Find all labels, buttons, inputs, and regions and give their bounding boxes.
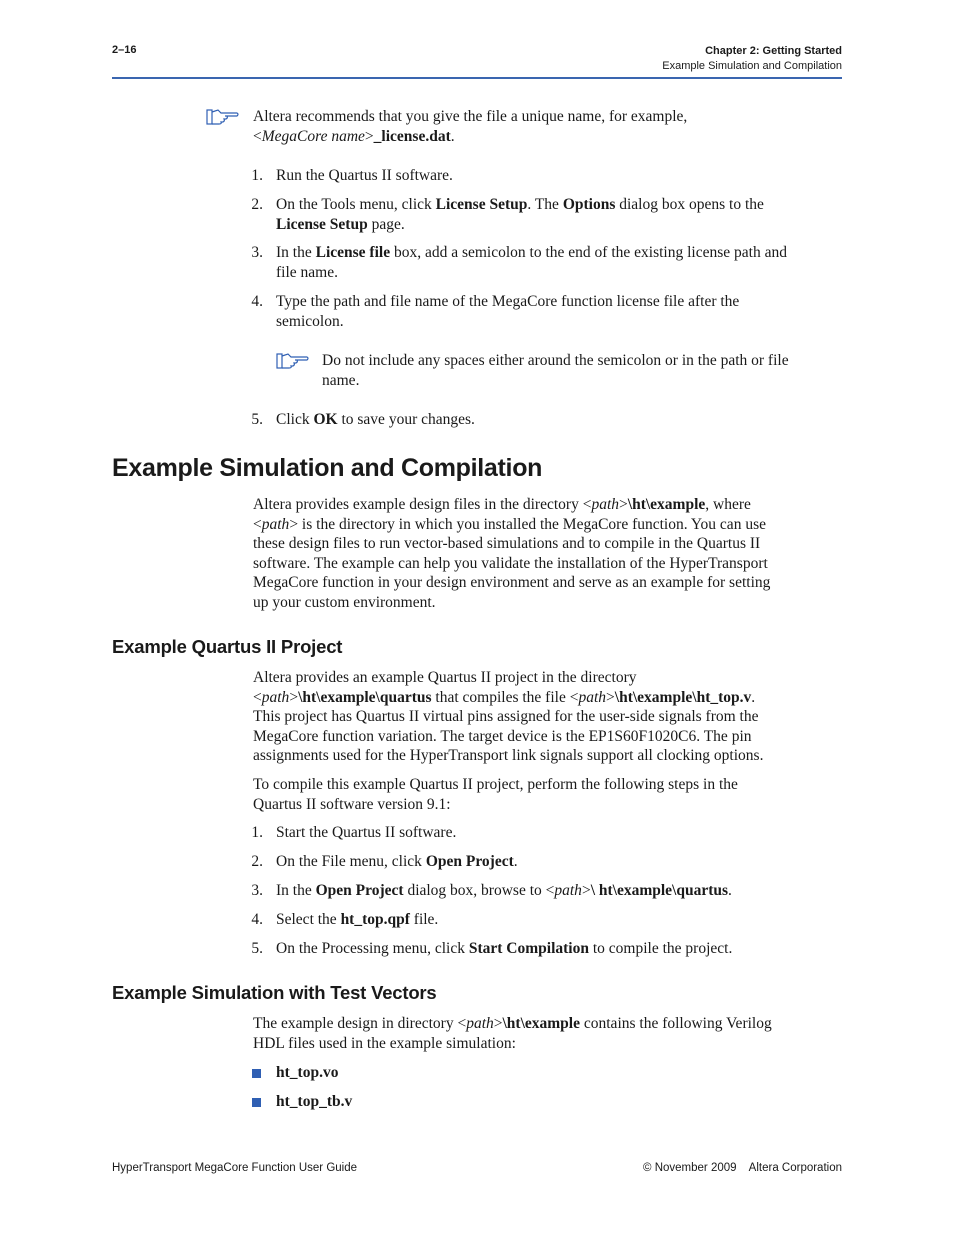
ui-label: License Setup (276, 215, 368, 233)
ui-label: License Setup (435, 196, 528, 213)
list-item (276, 195, 764, 234)
step-number: 2. (251, 853, 263, 870)
text: To compile this example Quartus II project, perform the following steps in the (253, 776, 738, 793)
bullet-square-icon (252, 1098, 261, 1107)
step-number: 1. (251, 167, 263, 184)
path-text: \ht\example (502, 1015, 580, 1032)
text: to compile the project. (588, 940, 733, 957)
path-text: \ht\example (627, 496, 706, 513)
text: Altera provides example design files in the directory < (253, 496, 592, 513)
placeholder-text: path (261, 688, 290, 706)
bullet-square-icon (252, 1069, 261, 1078)
section-heading: Example Simulation and Compilation (112, 454, 543, 482)
text: , where (705, 496, 751, 513)
placeholder-text: path (554, 882, 582, 899)
note-line (253, 127, 687, 147)
text: On the File menu, click (276, 853, 426, 870)
text: dialog box, browse to < (403, 882, 555, 899)
text: assignments used for the HyperTransport link signals support all clocking options. (253, 747, 764, 765)
note-line: name. (322, 371, 360, 389)
list-item (276, 292, 739, 331)
text: > (619, 496, 628, 513)
text: file. (409, 911, 439, 928)
text: contains the following Verilog (580, 1015, 772, 1032)
text: . The (527, 196, 563, 213)
intro-paragraph (253, 495, 770, 613)
ui-label: Start Compilation (468, 940, 589, 957)
test-vectors-paragraph (253, 1014, 772, 1053)
step-number: 4. (251, 293, 263, 310)
text: . (751, 688, 756, 706)
text: up your custom environment. (253, 593, 436, 611)
text: This project has Quartus II virtual pins assigned for the user-side signals from the (253, 708, 759, 726)
text: dialog box opens to the (615, 196, 764, 213)
text: MegaCore function variation. The target device is the EP1S60F1020C6. The pin (253, 727, 752, 745)
list-item (276, 243, 787, 282)
text: On the Processing menu, click (276, 940, 469, 957)
text: Select the (276, 911, 341, 928)
text: < (253, 688, 262, 706)
running-header (662, 44, 842, 74)
placeholder-text: path (466, 1015, 494, 1032)
path-text: \ ht\example\quartus (590, 882, 729, 899)
text: . (728, 882, 732, 899)
text: > (581, 882, 591, 899)
text: In the (276, 244, 316, 261)
note-line: Altera recommends that you give the file a unique name, for example, (253, 108, 688, 125)
text: HDL files used in the example simulation: (253, 1034, 516, 1052)
list-item: Start the Quartus II software. (276, 824, 457, 841)
pointing-hand-icon (206, 108, 240, 126)
step-number: 4. (251, 911, 263, 928)
header-section-title: Example Simulation and Compilation (662, 60, 842, 72)
text: semicolon. (276, 312, 344, 330)
step-number: 2. (251, 196, 263, 213)
filename: ht_top.qpf (340, 911, 410, 928)
ui-label: Open Project (425, 853, 514, 870)
text: > (289, 688, 299, 706)
text: . (450, 127, 455, 145)
text: < (253, 127, 262, 145)
text: > (364, 127, 374, 145)
ui-label: Options (562, 196, 616, 213)
page-number: 2–16 (112, 44, 137, 56)
list-item: ht_top_tb.v (276, 1093, 353, 1110)
text: Type the path and file name of the MegaCore function license file after the (276, 293, 740, 310)
placeholder-text: path (261, 515, 290, 533)
text: that compiles the file < (431, 688, 579, 706)
note-no-spaces (322, 351, 789, 390)
text: to save your changes. (337, 411, 475, 428)
footer-copyright: © November 2009 Altera Corporation (643, 1162, 842, 1174)
text: > (606, 688, 615, 706)
text: Quartus II software version 9.1: (253, 795, 451, 813)
filename: _license.dat (373, 127, 451, 145)
step-number: 3. (251, 244, 263, 261)
list-item (276, 881, 732, 901)
text: MegaCore function in your design environment and serve as an example for setting (253, 574, 771, 592)
text: file name. (276, 263, 338, 281)
text: Click (276, 411, 314, 428)
text: In the (276, 882, 316, 899)
list-item: Run the Quartus II software. (276, 167, 453, 184)
subsection-heading: Example Quartus II Project (112, 636, 343, 657)
step-number: 5. (251, 411, 263, 428)
placeholder-text: MegaCore name (261, 127, 365, 145)
step-number: 1. (251, 824, 263, 841)
placeholder-text: path (591, 496, 620, 513)
text: On the Tools menu, click (276, 196, 436, 213)
list-item (276, 410, 475, 430)
subsection-heading: Example Simulation with Test Vectors (112, 982, 437, 1003)
footer-doc-title: HyperTransport MegaCore Function User Guide (112, 1162, 358, 1174)
text: > (493, 1015, 503, 1032)
path-text: \ht\example\quartus (298, 688, 432, 706)
note-recommend-name (253, 107, 687, 146)
step-number: 3. (251, 882, 263, 899)
text: > is the directory in which you installed the MegaCore function. You can use (289, 515, 766, 533)
chapter-title: Chapter 2: Getting Started (705, 45, 842, 57)
compile-intro-paragraph (253, 775, 738, 814)
path-text: \ht\example\ht_top.v (614, 688, 752, 706)
step-number: 5. (251, 940, 263, 957)
text: page. (367, 215, 405, 233)
ui-label: OK (313, 411, 338, 428)
list-item (276, 852, 518, 872)
header-rule (112, 77, 842, 79)
pointing-hand-icon (276, 352, 310, 370)
list-item: ht_top.vo (276, 1064, 339, 1081)
note-line: Do not include any spaces either around the semicolon or in the path or file (322, 352, 789, 369)
ui-label: License file (315, 244, 391, 261)
text: software. The example can help you validate the installation of the HyperTransport (253, 554, 768, 572)
list-item (276, 910, 438, 930)
placeholder-text: path (578, 688, 607, 706)
list-item (276, 939, 732, 959)
text: box, add a semicolon to the end of the existing license path and (390, 244, 787, 261)
text: Altera provides an example Quartus II project in the directory (253, 669, 637, 686)
quartus-project-paragraph (253, 668, 763, 766)
text: . (513, 853, 518, 870)
text: < (253, 515, 262, 533)
ui-label: Open Project (315, 882, 404, 899)
text: The example design in directory < (253, 1015, 467, 1032)
text: these design files to run vector-based simulations and to compile in the Quartus II (253, 535, 761, 553)
